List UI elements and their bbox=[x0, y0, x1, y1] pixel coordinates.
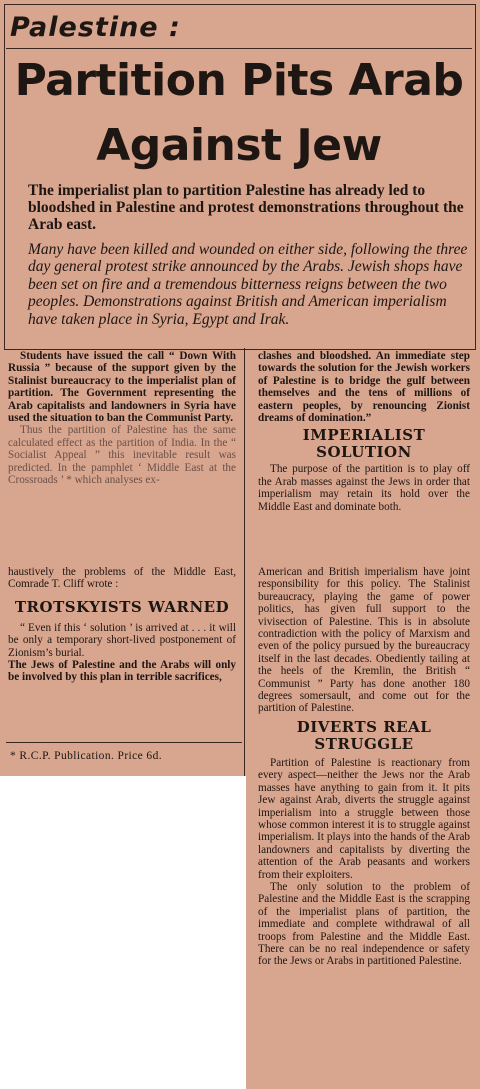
column-2 bbox=[258, 350, 470, 513]
headline-line-1: Partition Pits Arab bbox=[14, 55, 464, 106]
kicker-rule bbox=[6, 48, 472, 49]
column-divider bbox=[244, 348, 245, 776]
left-lower-column bbox=[8, 566, 236, 684]
column-1 bbox=[8, 350, 236, 486]
subhead-diverts-real-struggle: DIVERTS REAL STRUGGLE bbox=[296, 717, 432, 753]
footnote-rule bbox=[6, 742, 242, 743]
col2-paragraph-1: clashes and bloodshed. An immediate step towards the solution for the Jewish workers of Palestine is to bridge the gulf between themselves and the tens of millions of eastern peoples, by renouncing Zionist dreams of domination.” bbox=[258, 350, 470, 425]
footnote: * R.C.P. Publication. Price 6d. bbox=[10, 750, 163, 762]
col1-paragraph-1: Students have issued the call “ Down With Russia ” because of the support given by the Stalinist bureaucracy to the imperialist plan of partition. The Government representing the Arab capitalists and landowners in Syria have used the situation to ban the Communist Party. bbox=[8, 350, 236, 425]
right-lower-paragraph-2: Partition of Palestine is reactionary from every aspect—neither the Jews nor the Arab masses have anything to gain from it. It pits Jew against Arab, diverts the struggle against imperialism into a struggle between those whose common interest it is to struggle against imperialism. It plays into the hands of the Arab landowners and capitalists by diverting the attention of the Arab peasants and workers from their exploiters. bbox=[258, 756, 470, 881]
right-lower-column bbox=[258, 566, 470, 968]
cliff-quote: “ Even if this ‘ solution ’ is arrived at . . . it will be only a temporary short-lived postponement of Zionism’s burial. bbox=[8, 621, 236, 659]
kicker: Palestine : bbox=[10, 12, 181, 43]
subhead-trotskyists-warned: TROTSKYISTS WARNED bbox=[14, 597, 230, 616]
headline-line-2: Against Jew bbox=[96, 120, 382, 171]
intro-paragraph: Many have been killed and wounded on either side, following the three day general protest strike announced by the Arabs. Jewish shops have been set on fire and a tremendous bitterness reigns between the two peoples. Demonstrations against British and American imperialism have taken place in Syria, Egypt and Irak. bbox=[28, 241, 468, 328]
standfirst: The imperialist plan to partition Palestine has already led to bloodshed in Palestine and protest demonstrations throughout the Arab east. bbox=[28, 182, 464, 233]
left-lower-paragraph: haustively the problems of the Middle East, Comrade T. Cliff wrote : bbox=[8, 566, 236, 591]
right-lower-paragraph-1: American and British imperialism have joint responsibility for this policy. The Stalinist bureaucracy, playing the game of power politics, has given full support to the vivisection of Palestine. This is in absolute contradiction with the policy of Marxism and even of the policy pursued by the bureaucracy itself in the last decades. Obediently tailing at the heels of the Kremlin, the British “ Communist ” Party has done another 180 degrees somersault, and come out for the partition of Palestine. bbox=[258, 566, 470, 715]
right-lower-paragraph-3: The only solution to the problem of Palestine and the Middle East is the scrapping of the imperialist plans of partition, the immediate and complete withdrawal of all troops from Palestine and the Middle East. There can be no real independence or safety for the Jews or Arabs in partitioned Palestine. bbox=[258, 880, 470, 968]
cliff-quote-bold: The Jews of Palestine and the Arabs will only be involved by this plan in terrible sacrifices, bbox=[8, 659, 236, 684]
subhead-imperialist-solution: IMPERIALIST SOLUTION bbox=[302, 426, 426, 462]
col1-paragraph-2: Thus the partition of Palestine has the same calculated effect as the partition of India. In the “ Socialist Appeal ” this inevitable result was predicted. In the pamphlet ‘ Middle East at the Crossroads ’ * which analyses ex- bbox=[8, 424, 236, 487]
col2-paragraph-2: The purpose of the partition is to play off the Arab masses against the Jews in order that imperialism may retain its hold over the Middle East and dominate both. bbox=[258, 463, 470, 513]
